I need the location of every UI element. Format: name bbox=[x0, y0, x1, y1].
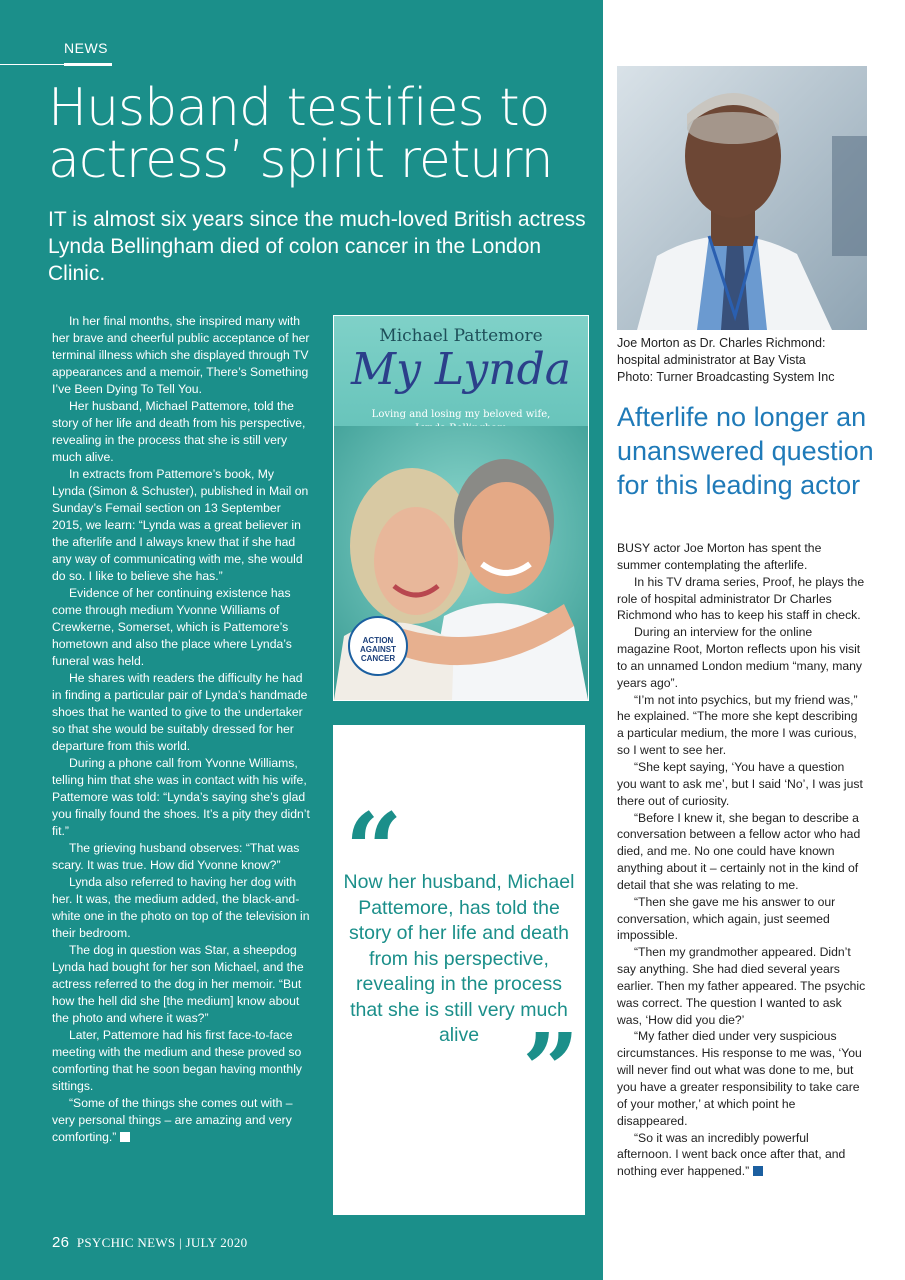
publication-name: PSYCHIC NEWS bbox=[76, 1235, 176, 1250]
close-quote-icon: ” bbox=[522, 1011, 580, 1129]
page-footer bbox=[52, 1234, 247, 1251]
end-mark-icon bbox=[120, 1132, 130, 1142]
section-rule-accent bbox=[64, 63, 112, 66]
caption-line: Joe Morton as Dr. Charles Richmond: bbox=[617, 336, 826, 350]
paragraph: “I’m not into psychics, but my friend was,” he explained. “The more she kept describing a particular medium, the more I was curious, so I went to see her. bbox=[617, 692, 858, 758]
paragraph: “Then my grandmother appeared. Didn’t say anything. She had died several years earlier. Then my father appeared. The psychic was correct. The question I wanted to ask was, ‘How did you die?’ bbox=[617, 945, 866, 1027]
paragraph: Evidence of her continuing existence has come through medium Yvonne Williams of Crewkerne, Somerset, which is Pattemore’s hometown and also the place where Lynda’s funeral was held. bbox=[52, 586, 292, 668]
paragraph: Her husband, Michael Pattemore, told the story of her life and death from his perspective, revealing in the process that she is still very much alive. bbox=[52, 399, 306, 464]
badge-text: ACTION AGAINST CANCER bbox=[360, 636, 396, 663]
right-article-body bbox=[617, 540, 867, 1180]
paragraph: During a phone call from Yvonne Williams, telling him that she was in contact with his wife, Pattemore was told: “Lynda’s saying she’s glad you finally found the shoes. It’s a pity they didn’t fit.” bbox=[52, 756, 310, 838]
paragraph: The grieving husband observes: “That was scary. It was true. How did Yvonne know?” bbox=[52, 841, 300, 872]
sidebar-headline: Afterlife no longer an unanswered question for this leading actor bbox=[617, 402, 874, 500]
issue-date: JULY 2020 bbox=[185, 1235, 248, 1250]
paragraph: The dog in question was Star, a sheepdog Lynda had bought for her son Michael, and the actress referred to the dog in her memoir. “But how the hell did she [the medium] know about the photo and where it was?” bbox=[52, 943, 304, 1025]
paragraph-last bbox=[617, 1130, 867, 1181]
paragraph: “She kept saying, ‘You have a question you want to ask me’, but I said ‘No’, I was just there out of curiosity. bbox=[617, 759, 863, 808]
paragraph: “My father died under very suspicious circumstances. His response to me was, ‘You will never find out what was done to me, but you have a greater responsibility to take care of your mother,’ at which point he disappeared. bbox=[617, 1029, 862, 1128]
paragraph: “Then she gave me his answer to our conversation, which again, just seemed impossible. bbox=[617, 894, 836, 943]
caption-credit: Photo: Turner Broadcasting System Inc bbox=[617, 370, 835, 384]
charity-badge bbox=[348, 616, 408, 676]
open-quote-icon: “ bbox=[345, 791, 403, 909]
paragraph: “Before I knew it, she began to describe a conversation between a fellow actor who had died, and me. No one could have known anything about it – certainly not in the kind of detail that she was relating to me. bbox=[617, 810, 861, 892]
book-cover-image bbox=[333, 315, 589, 701]
caption-line: hospital administrator at Bay Vista bbox=[617, 353, 806, 367]
paragraph: He shares with readers the difficulty he had in finding a particular pair of Lynda’s handmade shoes that he wanted to give to the undertaker so that she would be suitably dressed for her departure from this world. bbox=[52, 671, 308, 753]
paragraph: During an interview for the online magazine Root, Morton reflects upon his visit to an unnamed London medium “many, many years ago”. bbox=[617, 625, 863, 690]
headline: Husband testifies to actress’ spirit return bbox=[48, 78, 553, 190]
paragraph-text: “Some of the things she comes out with – very personal things – are amazing and very comforting.” bbox=[52, 1096, 293, 1144]
section-label: NEWS bbox=[64, 40, 108, 56]
paragraph: In her final months, she inspired many with her brave and cheerful public acceptance of her terminal illness which she displayed through TV appearances and a memoir, There’s Something I’ve Been Dying To Tell You. bbox=[52, 314, 310, 396]
pull-quote-text: Now her husband, Michael Pattemore, has told the story of her life and death from his perspective, revealing in the process that she is still very much alive bbox=[343, 871, 575, 1046]
joe-morton-photo bbox=[617, 66, 867, 330]
paragraph: In his TV drama series, Proof, he plays the role of hospital administrator Dr Charles Richmond who has to keep his staff in check. bbox=[617, 574, 865, 623]
paragraph: In extracts from Pattemore’s book, My Lynda (Simon & Schuster), published in Mail on Sunday’s Femail section on 13 September 2015, we learn: “Lynda was a great believer in the afterlife and I always knew that if she had any way of communicating with me, she would do so. I like to believe she has.” bbox=[52, 467, 309, 583]
paragraph: Later, Pattemore had his first face-to-face meeting with the medium and these proved so comforting that he soon began having monthly sittings. bbox=[52, 1028, 303, 1093]
paragraph-text: “So it was an incredibly powerful afternoon. I went back once after that, and nothing ever happened.” bbox=[617, 1130, 846, 1179]
book-title: My Lynda bbox=[351, 344, 571, 395]
paragraph: Lynda also referred to having her dog with her. It was, the medium added, the black-and-white one in the photo on top of the television in their bedroom. bbox=[52, 875, 310, 940]
book-subtitle-line: Loving and losing my beloved wife, bbox=[371, 409, 551, 420]
page-number: 26 bbox=[52, 1234, 70, 1251]
section-rule bbox=[0, 64, 64, 65]
photo-caption bbox=[617, 335, 877, 386]
footer-separator: | bbox=[179, 1235, 182, 1250]
end-mark-icon bbox=[753, 1166, 763, 1176]
standfirst: IT is almost six years since the much-loved British actress Lynda Bellingham died of colon cancer in the London Clinic. bbox=[48, 208, 586, 285]
paragraph: BUSY actor Joe Morton has spent the summer contemplating the afterlife. bbox=[617, 541, 822, 572]
left-article-body bbox=[52, 313, 310, 1146]
book-author: Michael Pattemore bbox=[379, 326, 543, 346]
paragraph-last bbox=[52, 1095, 310, 1146]
